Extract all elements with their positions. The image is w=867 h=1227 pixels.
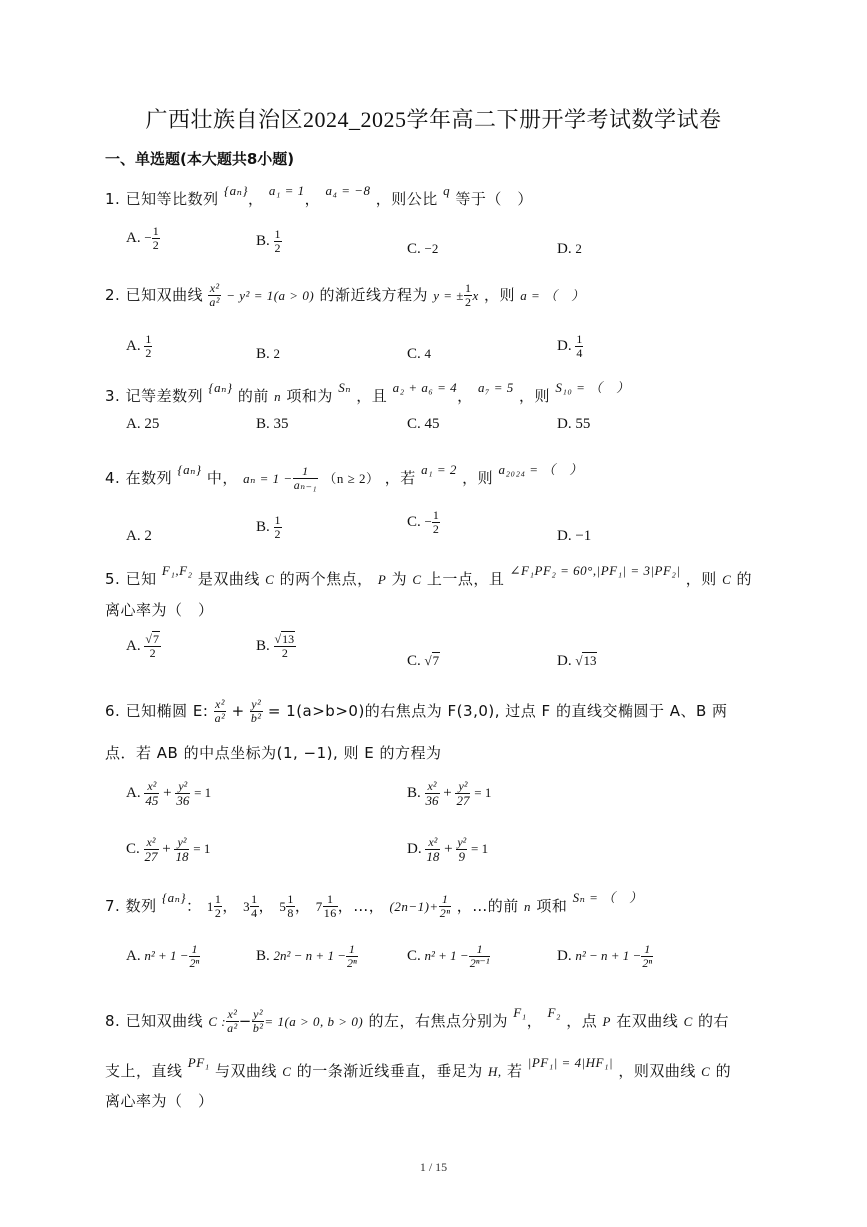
question-7-stem: 7. 数列 {aₙ}： 1 $\frac{1}{2}$ ， 3 $\frac{1}{4}$ ， 5 $\frac{1}{8}$ ， 7 $\frac{1}{16}$ ，…， (2n−1)+ $\frac{1}{\text{2ⁿ}}$ ，…的前 n 项和 Sₙ = （ ） [105, 890, 643, 920]
q1-option-b[interactable]: B. $\frac{1}{2}$ [256, 227, 281, 255]
question-8-line3: 离心率为（ ） [105, 1092, 214, 1110]
q1-option-c[interactable]: C. −2 [407, 241, 439, 257]
q3-option-a[interactable]: A. 25 [126, 416, 160, 432]
question-8-line2: 支上，直线 PF₁ 与双曲线 C 的一条渐近线垂直，垂足为 H, 若 |PF₁| = 4|HF₁| ，则双曲线 C 的 [105, 1055, 732, 1080]
q5-option-d[interactable]: D. √13 [557, 653, 597, 669]
question-6-stem: 6. 已知椭圆 E: $\frac{\text{x²}}{\text{a²}}$ + $\frac{\text{y²}}{\text{b²}}$ = 1(a>b>0)的右焦点为 F(3,0), 过点 F 的直线交椭圆于 A、B 两 [105, 697, 728, 725]
question-1-stem: 1. 已知等比数列 {aₙ}， a₁ = 1， a₄ = −8 ，则公比 q 等于（ ） [105, 183, 533, 208]
q3-option-d[interactable]: D. 55 [557, 416, 591, 432]
page-number: 1 / 15 [419, 1160, 448, 1174]
q2-option-c[interactable]: C. 4 [407, 346, 432, 362]
q2-option-b[interactable]: B. 2 [256, 346, 281, 362]
q3-option-c[interactable]: C. 45 [407, 416, 440, 432]
question-2-stem: 2. 已知双曲线 $\frac{\text{x²}}{\text{a²}}$ − y² = 1(a > 0) 的渐近线方程为 y = ± $\frac{1}{2}$ x ，则 a = （ ） [105, 281, 585, 309]
q4-option-b[interactable]: B. $\frac{1}{2}$ [256, 513, 281, 541]
q6-option-d[interactable]: D. $\frac{\text{x²}}{18}$ + $\frac{\text{y²}}{9}$ = 1 [407, 835, 489, 864]
page-title: 广西壮族自治区2024_2025学年高二下册开学考试数学试卷 [145, 107, 722, 132]
q2-option-d[interactable]: D. $\frac{1}{4}$ [557, 332, 583, 360]
question-5-line2: 离心率为（ ） [105, 601, 214, 619]
q7-option-d[interactable]: D. n² − n + 1 − $\frac{1}{\text{2ⁿ}}$ [557, 942, 653, 970]
q3-option-b[interactable]: B. 35 [256, 416, 289, 432]
q2-option-a[interactable]: A. $\frac{1}{2}$ [126, 332, 152, 360]
q1-option-a[interactable]: A. − $\frac{1}{2}$ [126, 224, 159, 252]
section-heading: 一、单选题(本大题共8小题) [105, 150, 295, 168]
q7-option-a[interactable]: A. n² + 1 − $\frac{1}{\text{2ⁿ}}$ [126, 942, 200, 970]
q1-option-d[interactable]: D. 2 [557, 241, 582, 257]
q5-option-a[interactable]: A. $\frac{√7}{2}$ [126, 632, 159, 660]
q7-option-b[interactable]: B. 2n² − n + 1 − $\frac{1}{\text{2ⁿ}}$ [256, 942, 357, 970]
question-3-stem: 3. 记等差数列 {aₙ} 的前 n 项和为 Sₙ ，且 a₂ + a₆ = 4， a₇ = 5 ，则 S₁₀ = （ ） [105, 380, 630, 405]
question-5-stem: 5. 已知 F₁,F₂ 是双曲线 C 的两个焦点， P 为 C 上一点，且 ∠F₁PF₂ = 60°,|PF₁| = 3|PF₂| ，则 C 的 [105, 563, 753, 588]
q5-option-c[interactable]: C. √7 [407, 653, 440, 669]
q4-option-a[interactable]: A. 2 [126, 528, 152, 544]
q6-option-a[interactable]: A. $\frac{\text{x²}}{45}$ + $\frac{\text{y²}}{36}$ = 1 [126, 779, 212, 808]
q5-option-b[interactable]: B. $\frac{√13}{2}$ [256, 632, 295, 660]
question-6-line2: 点．若 AB 的中点坐标为(1, −1), 则 E 的方程为 [105, 744, 442, 762]
q7-option-c[interactable]: C. n² + 1 − $\frac{1}{\text{2ⁿ⁻¹}}$ [407, 942, 490, 970]
question-4-stem: 4. 在数列 {aₙ} 中， aₙ = 1 − $\frac{1}{\text{aₙ₋₁}}$ （n ≥ 2） ，若 a₁ = 2 ，则 a₂₀₂₄ = （ ） [105, 462, 583, 492]
question-8-stem: 8. 已知双曲线 C : $\frac{\text{x²}}{\text{a²}}$ − $\frac{\text{y²}}{\text{b²}}$ = 1(a > 0, b > 0) 的左，右焦点分别为 F₁， F₂ ，点 P 在双曲线 C 的右 [105, 1005, 730, 1035]
q6-option-c[interactable]: C. $\frac{\text{x²}}{27}$ + $\frac{\text{y²}}{18}$ = 1 [126, 835, 211, 864]
q4-option-c[interactable]: C. − $\frac{1}{2}$ [407, 508, 439, 536]
q6-option-b[interactable]: B. $\frac{\text{x²}}{36}$ + $\frac{\text{y²}}{27}$ = 1 [407, 779, 492, 808]
q4-option-d[interactable]: D. −1 [557, 528, 592, 544]
